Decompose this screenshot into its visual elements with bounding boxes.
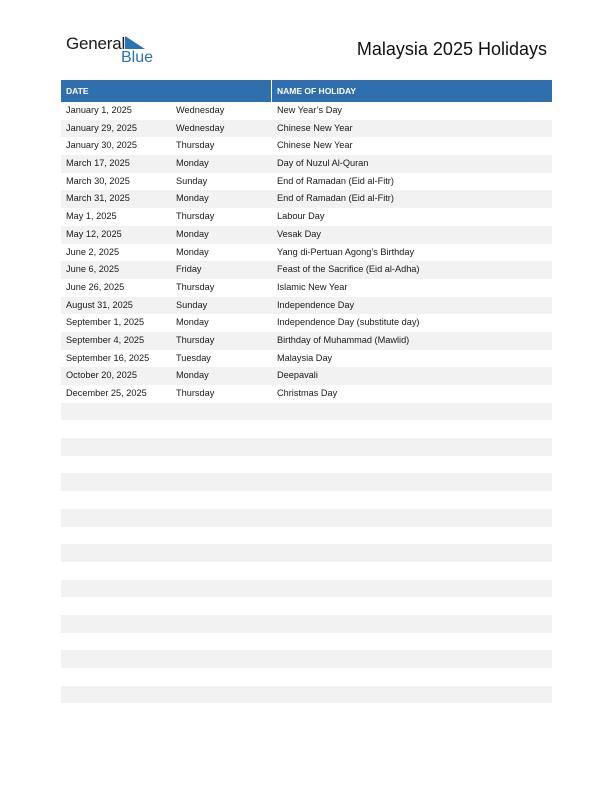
holiday-weekday: Thursday <box>176 140 215 151</box>
table-row <box>61 420 552 438</box>
brand-word-general: General <box>66 34 126 53</box>
table-row <box>61 297 552 315</box>
holiday-name: Malaysia Day <box>277 352 333 363</box>
holiday-date: March 17, 2025 <box>66 158 130 169</box>
holiday-name: Chinese New Year <box>277 122 353 133</box>
holiday-table <box>61 80 552 721</box>
holiday-name: Chinese New Year <box>277 140 353 151</box>
holiday-date: June 6, 2025 <box>66 264 120 275</box>
table-row <box>61 703 552 721</box>
table-row <box>61 173 552 191</box>
table-row <box>61 562 552 580</box>
holiday-weekday: Thursday <box>176 211 215 222</box>
holiday-name: End of Ramadan (Eid al-Fitr) <box>277 175 394 186</box>
holiday-date: September 1, 2025 <box>66 317 145 328</box>
holiday-name: Independence Day (substitute day) <box>277 317 420 328</box>
table-row <box>61 668 552 686</box>
table-row <box>61 102 552 120</box>
holiday-date: August 31, 2025 <box>66 299 133 310</box>
holiday-date: May 12, 2025 <box>66 228 122 239</box>
holiday-date: May 1, 2025 <box>66 211 117 222</box>
table-row <box>61 615 552 633</box>
holiday-weekday: Sunday <box>176 299 208 310</box>
table-row <box>61 438 552 456</box>
table-row <box>61 332 552 350</box>
holiday-name: Birthday of Muhammad (Mawlid) <box>277 334 410 345</box>
table-row <box>61 597 552 615</box>
table-row <box>61 403 552 421</box>
table-row <box>61 155 552 173</box>
table-body <box>61 102 552 721</box>
column-header-date: DATE <box>66 86 89 96</box>
table-row <box>61 527 552 545</box>
table-row <box>61 314 552 332</box>
table-row <box>61 350 552 368</box>
holiday-date: January 30, 2025 <box>66 140 138 151</box>
table-row <box>61 633 552 651</box>
holiday-weekday: Monday <box>176 317 209 328</box>
table-row <box>61 226 552 244</box>
holiday-date: January 1, 2025 <box>66 105 132 115</box>
table-row <box>61 473 552 491</box>
holiday-weekday: Monday <box>176 158 209 169</box>
holiday-name: Deepavali <box>277 370 318 381</box>
brand-word-blue: Blue <box>121 49 154 66</box>
holiday-name: New Year’s Day <box>277 105 343 115</box>
table-row <box>61 137 552 155</box>
holiday-weekday: Thursday <box>176 388 215 398</box>
holiday-date: January 29, 2025 <box>66 122 138 133</box>
column-header-holiday: NAME OF HOLIDAY <box>277 86 357 96</box>
table-row <box>61 190 552 208</box>
holiday-date: October 20, 2025 <box>66 370 137 381</box>
holiday-name: Christmas Day <box>277 388 338 398</box>
table-header <box>61 80 552 102</box>
holiday-weekday: Tuesday <box>176 352 211 363</box>
page-title: Malaysia 2025 Holidays <box>356 39 547 59</box>
holiday-date: March 31, 2025 <box>66 193 130 204</box>
holiday-name: Labour Day <box>277 211 325 222</box>
holiday-name: Day of Nuzul Al-Quran <box>277 158 369 169</box>
table-row <box>61 385 552 403</box>
table-row <box>61 367 552 385</box>
holiday-weekday: Thursday <box>176 281 215 292</box>
holiday-name: Vesak Day <box>277 228 321 239</box>
holiday-name: Yang di-Pertuan Agong’s Birthday <box>277 246 415 257</box>
brand-triangle-icon <box>123 36 145 50</box>
table-row <box>61 491 552 509</box>
table-row <box>61 244 552 262</box>
holiday-name: Feast of the Sacrifice (Eid al-Adha) <box>277 264 420 275</box>
table-row <box>61 261 552 279</box>
holiday-weekday: Wednesday <box>176 122 225 133</box>
column-divider <box>271 80 272 102</box>
holiday-weekday: Friday <box>176 264 202 275</box>
holiday-name: Islamic New Year <box>277 281 348 292</box>
holiday-date: September 4, 2025 <box>66 334 145 345</box>
holiday-weekday: Wednesday <box>176 105 225 115</box>
table-row <box>61 686 552 704</box>
holiday-weekday: Monday <box>176 246 209 257</box>
holiday-weekday: Monday <box>176 370 209 381</box>
holiday-date: June 2, 2025 <box>66 246 120 257</box>
table-row <box>61 208 552 226</box>
brand-logo <box>66 34 156 68</box>
holiday-date: June 26, 2025 <box>66 281 125 292</box>
table-row <box>61 650 552 668</box>
holiday-date: December 25, 2025 <box>66 388 147 398</box>
holiday-date: September 16, 2025 <box>66 352 150 363</box>
table-row <box>61 580 552 598</box>
holiday-weekday: Monday <box>176 193 209 204</box>
holiday-weekday: Monday <box>176 228 209 239</box>
table-row <box>61 544 552 562</box>
holiday-weekday: Sunday <box>176 175 208 186</box>
table-row <box>61 279 552 297</box>
table-row <box>61 120 552 138</box>
holiday-name: End of Ramadan (Eid al-Fitr) <box>277 193 394 204</box>
table-row <box>61 456 552 474</box>
holiday-name: Independence Day <box>277 299 355 310</box>
holiday-weekday: Thursday <box>176 334 215 345</box>
table-row <box>61 509 552 527</box>
holiday-date: March 30, 2025 <box>66 175 130 186</box>
